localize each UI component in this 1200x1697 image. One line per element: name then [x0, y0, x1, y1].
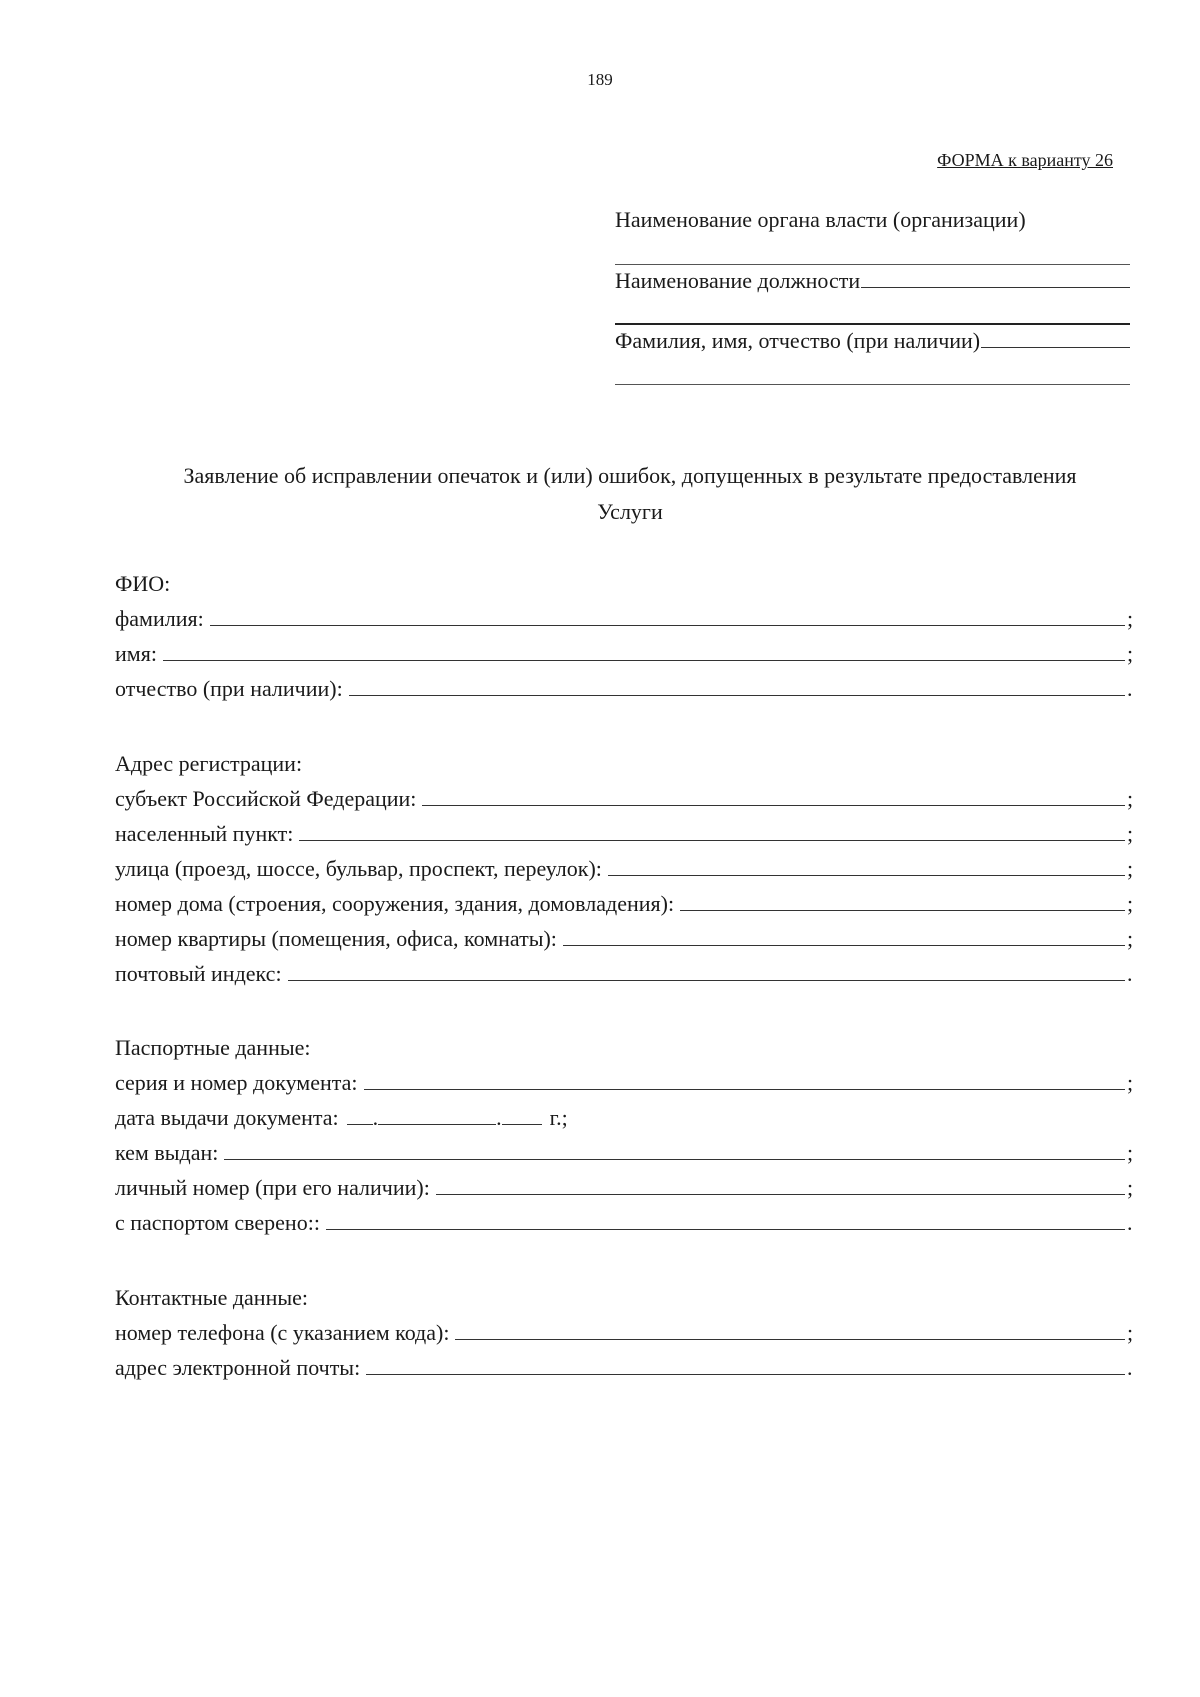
house-field[interactable]: [680, 886, 1125, 911]
name-field[interactable]: [163, 636, 1125, 661]
date-separator: .: [372, 1105, 379, 1130]
passport-row-series: [115, 1065, 1137, 1100]
address-row-region: [115, 781, 1137, 816]
issuer-field[interactable]: [224, 1135, 1125, 1160]
addressee-position-field[interactable]: [861, 265, 1130, 288]
field-end: ;: [1127, 1175, 1134, 1200]
addressee-position-row: [615, 265, 1130, 295]
date-year-field[interactable]: [502, 1100, 542, 1125]
passport-row-personal-number: [115, 1170, 1137, 1205]
field-label: дата выдачи документа:: [115, 1105, 339, 1130]
field-label: номер телефона (с указанием кода):: [115, 1320, 450, 1345]
address-row-street: [115, 851, 1137, 886]
field-label: улица (проезд, шоссе, бульвар, проспект, переулок):: [115, 856, 602, 881]
field-label: субъект Российской Федерации:: [115, 786, 417, 811]
date-month-field[interactable]: [378, 1100, 496, 1125]
field-label: населенный пункт:: [115, 821, 294, 846]
fio-row-name: [115, 636, 1137, 671]
contacts-row-email: [115, 1350, 1137, 1385]
document-title: [110, 458, 1150, 530]
field-end: ;: [1127, 641, 1134, 666]
form-label: ФОРМА к варианту 26: [937, 150, 1113, 170]
contacts-heading: Контактные данные:: [115, 1285, 308, 1310]
passport-section: [115, 1030, 1137, 1240]
page-number: 189: [587, 70, 613, 89]
addressee-position-field-2[interactable]: [615, 295, 1130, 325]
addressee-block: [615, 205, 1130, 385]
series-field[interactable]: [364, 1065, 1125, 1090]
addressee-fio-field[interactable]: [981, 325, 1130, 348]
postcode-field[interactable]: [288, 956, 1125, 981]
address-heading: Адрес регистрации:: [115, 751, 303, 776]
addressee-org-row: [615, 205, 1130, 235]
address-row-apartment: [115, 921, 1137, 956]
passport-row-date: [115, 1100, 1137, 1135]
fio-row-surname: [115, 601, 1137, 636]
field-end: .: [1127, 1210, 1133, 1235]
addressee-fio-label: Фамилия, имя, отчество (при наличии): [615, 328, 981, 353]
fio-row-patronymic: [115, 671, 1137, 706]
contacts-section: [115, 1280, 1137, 1385]
address-row-postcode: [115, 956, 1137, 991]
field-label: серия и номер документа:: [115, 1070, 358, 1095]
fio-heading: ФИО:: [115, 571, 171, 596]
field-label: фамилия:: [115, 606, 204, 631]
contacts-row-phone: [115, 1315, 1137, 1350]
field-label: имя:: [115, 641, 157, 666]
field-label: почтовый индекс:: [115, 961, 282, 986]
field-end: ;: [1127, 606, 1134, 631]
field-label: кем выдан:: [115, 1140, 219, 1165]
addressee-org-label: Наименование органа власти (организации): [615, 207, 1026, 232]
field-end: ;: [1127, 891, 1134, 916]
personal-number-field[interactable]: [436, 1170, 1125, 1195]
field-end: ;: [1127, 926, 1134, 951]
addressee-fio-row: [615, 325, 1130, 355]
passport-row-issuer: [115, 1135, 1137, 1170]
addressee-fio-field-2[interactable]: [615, 355, 1130, 385]
date-day-field[interactable]: [347, 1100, 373, 1125]
document-title-line-2: Услуги: [597, 499, 663, 524]
field-label: адрес электронной почты:: [115, 1355, 361, 1380]
field-end: .: [1127, 676, 1133, 701]
email-field[interactable]: [366, 1350, 1125, 1375]
street-field[interactable]: [608, 851, 1125, 876]
locality-field[interactable]: [299, 816, 1125, 841]
address-row-locality: [115, 816, 1137, 851]
field-end: .: [1127, 1355, 1133, 1380]
field-label: отчество (при наличии):: [115, 676, 343, 701]
apartment-field[interactable]: [563, 921, 1125, 946]
date-separator: .: [496, 1105, 502, 1130]
addressee-org-field[interactable]: [615, 235, 1130, 265]
field-end: ;: [1127, 1320, 1134, 1345]
field-label: номер квартиры (помещения, офиса, комнаты):: [115, 926, 557, 951]
fio-section: [115, 566, 1137, 706]
passport-row-verified: [115, 1205, 1137, 1240]
addressee-position-label: Наименование должности: [615, 268, 861, 293]
field-label: номер дома (строения, сооружения, здания, домовладения):: [115, 891, 675, 916]
field-label: с паспортом сверено::: [115, 1210, 320, 1235]
field-label: личный номер (при его наличии):: [115, 1175, 430, 1200]
field-end: ;: [1127, 786, 1134, 811]
phone-field[interactable]: [455, 1315, 1125, 1340]
field-end: ;: [1127, 856, 1134, 881]
field-end: ;: [1127, 821, 1134, 846]
field-end: ;: [1127, 1070, 1134, 1095]
address-section: [115, 746, 1137, 991]
verified-field[interactable]: [326, 1205, 1125, 1230]
address-row-house: [115, 886, 1137, 921]
document-title-line-1: Заявление об исправлении опечаток и (или) ошибок, допущенных в результате предоставления: [183, 463, 1077, 488]
field-end: .: [1127, 961, 1133, 986]
surname-field[interactable]: [210, 601, 1125, 626]
field-end: ;: [1127, 1140, 1134, 1165]
patronymic-field[interactable]: [349, 671, 1125, 696]
passport-heading: Паспортные данные:: [115, 1035, 311, 1060]
date-suffix: г.;: [549, 1105, 568, 1130]
region-field[interactable]: [422, 781, 1125, 806]
